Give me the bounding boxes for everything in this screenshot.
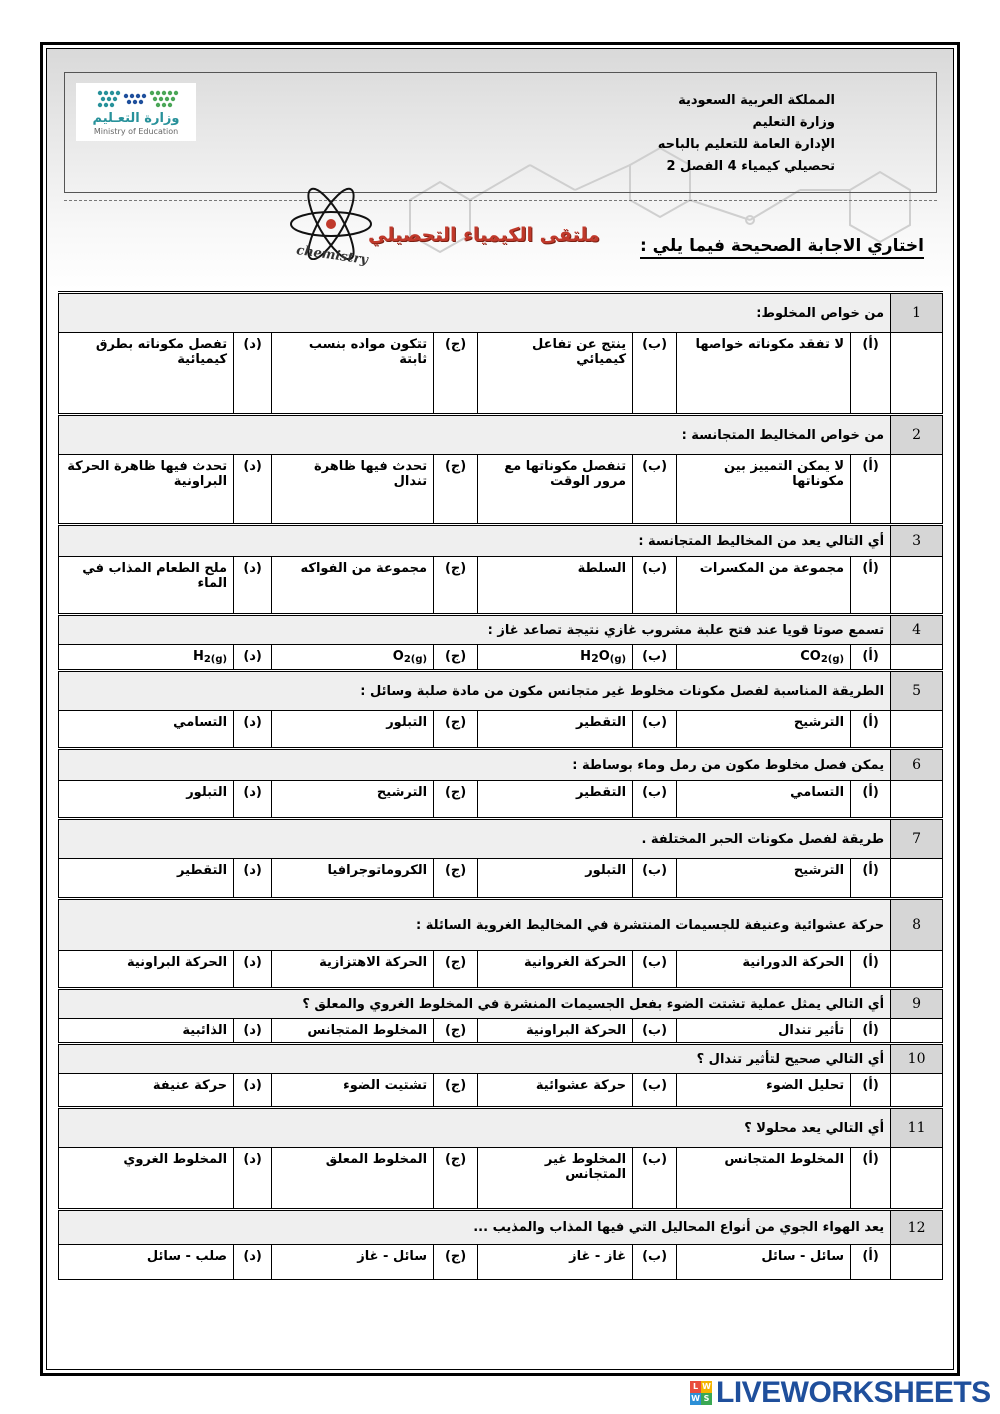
option-letter: (أ) (851, 645, 891, 671)
question-number: 1 (891, 293, 943, 333)
option-c[interactable]: سائل - غاز (272, 1245, 434, 1280)
option-b[interactable]: التقطير (478, 711, 633, 749)
formula-base: H (580, 649, 592, 664)
option-d[interactable]: التبلور (59, 781, 234, 819)
option-letter: (د) (234, 645, 272, 671)
option-c[interactable]: التبلور (272, 711, 434, 749)
option-letter: (د) (234, 1019, 272, 1044)
option-a[interactable]: الترشيح (677, 859, 851, 899)
formula-base: CO (800, 649, 821, 664)
ministry-text: وزارة التعليم (752, 115, 835, 130)
option-d[interactable]: الذائبية (59, 1019, 234, 1044)
option-letter: (ب) (633, 859, 677, 899)
option-letter: (ج) (434, 1074, 478, 1108)
question-number: 10 (891, 1044, 943, 1074)
option-letter: (د) (234, 557, 272, 615)
question-number: 2 (891, 415, 943, 455)
option-letter: (ب) (633, 333, 677, 415)
option-letter: (د) (234, 455, 272, 525)
option-letter: (ب) (633, 557, 677, 615)
option-letter: (د) (234, 711, 272, 749)
option-letter: (ج) (434, 455, 478, 525)
lw-icon-s: S (701, 1393, 712, 1405)
option-letter: (أ) (851, 859, 891, 899)
option-letter: (ج) (434, 781, 478, 819)
option-letter: (ب) (633, 1019, 677, 1044)
option-letter: (ب) (633, 711, 677, 749)
option-letter: (ج) (434, 333, 478, 415)
option-letter: (د) (234, 951, 272, 989)
formula-subscript: 2(g) (403, 654, 428, 665)
instruction-heading: اختاري الاجابة الصحيحة فيما يلي : (640, 236, 924, 259)
page-frame-inner (46, 48, 954, 1370)
option-a[interactable]: لا يمكن التمييز بين مكوناتها (677, 455, 851, 525)
option-letter: (أ) (851, 781, 891, 819)
option-letter: (ب) (633, 1245, 677, 1280)
option-c[interactable]: تشتيت الضوء (272, 1074, 434, 1108)
option-c[interactable]: المخلوط المتجانس (272, 1019, 434, 1044)
option-d[interactable]: ملح الطعام المذاب في الماء (59, 557, 234, 615)
option-letter: (ج) (434, 557, 478, 615)
question-text: تسمع صوتا قويا عند فتح علبة مشروب غازي نتيجة تصاعد غاز : (59, 615, 891, 645)
department-text: الإدارة العامة للتعليم بالباحه (657, 137, 835, 152)
question-text: يمكن فصل مخلوط مكون من رمل وماء بوساطة : (59, 749, 891, 781)
option-b[interactable]: غاز - غاز (478, 1245, 633, 1280)
question-number: 3 (891, 525, 943, 557)
option-letter: (د) (234, 859, 272, 899)
option-letter: (أ) (851, 1245, 891, 1280)
option-letter: (ج) (434, 1148, 478, 1210)
option-letter: (ب) (633, 781, 677, 819)
option-letter: (ب) (633, 951, 677, 989)
option-b[interactable]: الحركة البراونية (478, 1019, 633, 1044)
option-a[interactable]: التسامي (677, 781, 851, 819)
option-letter: (أ) (851, 333, 891, 415)
option-letter: (أ) (851, 1148, 891, 1210)
option-a[interactable]: المخلوط المتجانس (677, 1148, 851, 1210)
option-b[interactable]: التبلور (478, 859, 633, 899)
option-letter: (ب) (633, 455, 677, 525)
option-a[interactable]: سائل - سائل (677, 1245, 851, 1280)
formula-base: H (192, 649, 204, 664)
option-b[interactable]: تنفصل مكوناتها مع مرور الوقت (478, 455, 633, 525)
option-letter: (د) (234, 333, 272, 415)
option-d[interactable]: تحدث فيها ظاهرة الحركة البراونية (59, 455, 234, 525)
option-letter: (د) (234, 1074, 272, 1108)
option-letter: (د) (234, 1148, 272, 1210)
option-d[interactable]: الحركة البراونية (59, 951, 234, 989)
formula-subscript: 2(g) (203, 654, 228, 665)
option-d[interactable]: حركة عنيفة (59, 1074, 234, 1108)
option-letter: (أ) (851, 1019, 891, 1044)
option-letter: (ج) (434, 711, 478, 749)
option-letter: (ج) (434, 1019, 478, 1044)
question-text: يعد الهواء الجوي من أنواع المحاليل التي فيها المذاب والمذيب ... (59, 1210, 891, 1245)
option-d[interactable]: التقطير (59, 859, 234, 899)
option-letter: (ج) (434, 951, 478, 989)
question-text: أي التالي صحيح لتأثير تندال ؟ (59, 1044, 891, 1074)
question-number: 7 (891, 819, 943, 859)
option-d[interactable]: التسامي (59, 711, 234, 749)
chemistry-word: chemistry (295, 243, 369, 268)
question-number: 4 (891, 615, 943, 645)
liveworksheets-icon (690, 1381, 712, 1405)
question-number: 5 (891, 671, 943, 711)
exam-title: تحصيلي كيمياء 4 الفصل 2 (666, 159, 835, 174)
option-b[interactable]: الحركة الغروانية (478, 951, 633, 989)
option-letter: (ج) (434, 645, 478, 671)
option-a[interactable]: لا تفقد مكوناته خواصها (677, 333, 851, 415)
question-number: 9 (891, 989, 943, 1019)
liveworksheets-text: LIVEWORKSHEETS (716, 1376, 991, 1409)
forum-title: ملتقى الكيمياء التحصيلي (368, 224, 600, 246)
liveworksheets-brand (690, 1376, 991, 1410)
option-letter: (د) (234, 781, 272, 819)
option-letter: (ج) (434, 859, 478, 899)
option-letter: (أ) (851, 951, 891, 989)
option-d[interactable]: صلب - سائل (59, 1245, 234, 1280)
option-a[interactable]: الحركة الدورانية (677, 951, 851, 989)
option-c[interactable]: الترشيح (272, 781, 434, 819)
question-number: 11 (891, 1108, 943, 1148)
option-letter: (أ) (851, 1074, 891, 1108)
option-letter: (ب) (633, 1074, 677, 1108)
option-d[interactable]: المخلوط الغروي (59, 1148, 234, 1210)
option-c[interactable]: الحركة الاهتزازية (272, 951, 434, 989)
logo-english-text: Ministry of Education (93, 127, 179, 136)
question-text: الطريقة المناسبة لفصل مكونات مخلوط غير متجانس مكون من مادة صلبة وسائل : (59, 671, 891, 711)
option-c[interactable]: تحدث فيها ظاهرة تندال (272, 455, 434, 525)
option-c[interactable]: تتكون مواده بنسب ثابتة (272, 333, 434, 415)
option-a[interactable]: مجموعة من المكسرات (677, 557, 851, 615)
option-b[interactable]: التقطير (478, 781, 633, 819)
option-letter: (أ) (851, 455, 891, 525)
question-number: 6 (891, 749, 943, 781)
option-c[interactable]: الكروماتوجرافيا (272, 859, 434, 899)
question-number: 8 (891, 899, 943, 951)
question-text: أي التالي يعد محلولا ؟ (59, 1108, 891, 1148)
question-text: طريقة لفصل مكونات الحبر المختلفة . (59, 819, 891, 859)
formula-mid: 2 (591, 652, 599, 665)
question-text: حركة عشوائية وعنيفة للجسيمات المنتشرة في المخاليط الغروية السائلة : (59, 899, 891, 951)
formula-subscript: 2(g) (820, 654, 845, 665)
formula-tail: O (598, 649, 610, 664)
option-a[interactable]: تأثير تندال (677, 1019, 851, 1044)
option-c[interactable]: المخلوط المعلق (272, 1148, 434, 1210)
option-b[interactable]: المخلوط غير المتجانس (478, 1148, 633, 1210)
option-a[interactable]: تحليل الضوء (677, 1074, 851, 1108)
formula-subscript: (g) (609, 654, 627, 665)
lw-icon-w1: W (702, 1382, 711, 1391)
question-text: من خواص المخلوط: (59, 293, 891, 333)
option-letter: (أ) (851, 557, 891, 615)
question-text: من خواص المخاليط المتجانسة : (59, 415, 891, 455)
option-letter: (ب) (633, 645, 677, 671)
option-letter: (ج) (434, 1245, 478, 1280)
formula-base: O (392, 649, 404, 664)
question-number: 12 (891, 1210, 943, 1245)
option-letter: (أ) (851, 711, 891, 749)
kingdom-text: المملكة العربية السعودية (678, 93, 835, 108)
option-b[interactable]: السلطة (478, 557, 633, 615)
lw-icon-l: L (690, 1381, 701, 1393)
logo-arabic-text: وزارة التعـليم (92, 111, 180, 126)
option-letter: (د) (234, 1245, 272, 1280)
question-text: أي التالي يمثل عملية تشتت الضوء بفعل الجسيمات المنشرة في المخلوط الغروي والمعلق ؟ (59, 989, 891, 1019)
option-b[interactable]: حركة عشوائية (478, 1074, 633, 1108)
option-letter: (ب) (633, 1148, 677, 1210)
option-a[interactable]: الترشيح (677, 711, 851, 749)
option-c[interactable]: مجموعة من الفواكه (272, 557, 434, 615)
option-b[interactable]: ينتج عن تفاعل كيميائي (478, 333, 633, 415)
option-d[interactable]: تفصل مكوناته بطرق كيميائية (59, 333, 234, 415)
question-text: أي التالي يعد من المخاليط المتجانسة : (59, 525, 891, 557)
lw-icon-w2: W (691, 1394, 700, 1403)
